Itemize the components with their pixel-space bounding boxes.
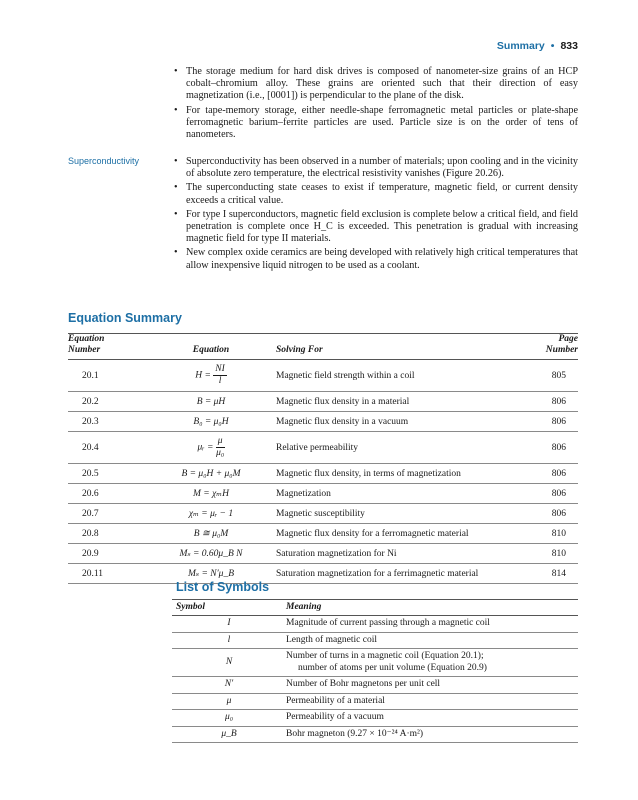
eq-page: 806 — [506, 464, 578, 484]
eq-formula: B = μH — [152, 392, 270, 412]
symbol-cell: l — [172, 632, 286, 649]
symbol-cell: μ_B — [172, 726, 286, 743]
eq-formula: M = χₘH — [152, 484, 270, 504]
meaning-cell: Number of Bohr magnetons per unit cell — [286, 677, 578, 694]
symbol-cell: μ₀ — [172, 710, 286, 727]
col-header-meaning: Meaning — [286, 600, 578, 616]
meaning-cell: Number of turns in a magnetic coil (Equation 20.1); number of atoms per unit volume (Equation 20.9) — [286, 649, 578, 677]
symbol-cell: N — [172, 649, 286, 677]
eq-page: 806 — [506, 392, 578, 412]
col-header-equation: Equation — [152, 334, 270, 360]
eq-solving: Magnetic flux density in a vacuum — [270, 412, 506, 432]
eq-number: 20.11 — [68, 564, 152, 584]
table-row — [172, 726, 578, 743]
eq-number: 20.2 — [68, 392, 152, 412]
symbol-cell: N′ — [172, 677, 286, 694]
eq-solving: Saturation magnetization for Ni — [270, 544, 506, 564]
eq-solving: Magnetic flux density in a material — [270, 392, 506, 412]
eq-page: 805 — [506, 360, 578, 392]
table-row — [68, 360, 578, 392]
eq-page: 810 — [506, 524, 578, 544]
meaning-cell: Permeability of a vacuum — [286, 710, 578, 727]
eq-page: 806 — [506, 412, 578, 432]
eq-solving: Relative permeability — [270, 432, 506, 464]
table-header-row — [172, 600, 578, 616]
eq-formula: χₘ = μᵣ − 1 — [152, 504, 270, 524]
eq-number: 20.4 — [68, 432, 152, 464]
bullet-item: • For tape-memory storage, either needle-shape ferromagnetic metal particles or plate-shape ferromagnetic barium–ferrite particles are used. Particle size is on the order of tens of nanometers. — [172, 105, 578, 142]
eq-formula: H = $\frac{NI}{l}$ — [152, 360, 270, 392]
list-of-symbols-title: List of Symbols — [176, 580, 270, 594]
eq-formula: Mₛ = N′μ_B — [152, 564, 270, 584]
eq-solving: Saturation magnetization for a ferrimagnetic material — [270, 564, 506, 584]
eq-solving: Magnetic susceptibility — [270, 504, 506, 524]
meaning-cell: Length of magnetic coil — [286, 632, 578, 649]
eq-formula: μᵣ = $\frac{\mu}{\text{μ₀}}$ — [152, 432, 270, 464]
header-separator: • — [550, 40, 555, 52]
eq-number: 20.5 — [68, 464, 152, 484]
bullet-item: • The storage medium for hard disk drives is composed of nanometer-size grains of an HCP cobalt–chromium alloy. These grains are oriented such that their direction of easy magnetization (i.e., [0001]) is perpendicular to the plane of the disk. — [172, 66, 578, 103]
table-row — [68, 432, 578, 464]
table-row — [172, 649, 578, 677]
meaning-cell: Permeability of a material — [286, 693, 578, 710]
col-header-page: Page Number — [506, 334, 578, 360]
symbol-cell: μ — [172, 693, 286, 710]
eq-number: 20.9 — [68, 544, 152, 564]
eq-number: 20.6 — [68, 484, 152, 504]
eq-page: 806 — [506, 432, 578, 464]
superconductivity-bullets — [172, 156, 578, 274]
symbol-cell: I — [172, 616, 286, 633]
eq-solving: Magnetization — [270, 484, 506, 504]
bullet-item: • Superconductivity has been observed in a number of materials; upon cooling and in the vicinity of absolute zero temperature, the electrical resistivity vanishes (Figure 20.26). — [172, 156, 578, 180]
table-header-row — [68, 334, 578, 360]
superconductivity-side-heading: Superconductivity — [68, 156, 140, 166]
bullet-item: • New complex oxide ceramics are being developed with relatively high critical temperatures that allow inexpensive liquid nitrogen to be used as a coolant. — [172, 247, 578, 271]
eq-solving: Magnetic field strength within a coil — [270, 360, 506, 392]
magnetic-storage-bullets — [172, 66, 578, 143]
table-row — [172, 693, 578, 710]
eq-page: 814 — [506, 564, 578, 584]
table-row — [68, 484, 578, 504]
eq-formula: B₀ = μ₀H — [152, 412, 270, 432]
running-header — [497, 40, 578, 52]
eq-number: 20.1 — [68, 360, 152, 392]
col-header-number: Equation Number — [68, 334, 152, 360]
table-row — [68, 464, 578, 484]
equation-summary-table — [68, 333, 578, 584]
meaning-cell: Bohr magneton (9.27 × 10⁻²⁴ A·m²) — [286, 726, 578, 743]
table-row — [172, 677, 578, 694]
table-row — [68, 504, 578, 524]
eq-solving: Magnetic flux density for a ferromagnetic material — [270, 524, 506, 544]
table-row — [68, 564, 578, 584]
table-row — [172, 616, 578, 633]
page-number: 833 — [560, 40, 578, 52]
eq-number: 20.3 — [68, 412, 152, 432]
equation-summary-title: Equation Summary — [68, 311, 182, 325]
meaning-cell: Magnitude of current passing through a magnetic coil — [286, 616, 578, 633]
eq-number: 20.7 — [68, 504, 152, 524]
col-header-symbol: Symbol — [172, 600, 286, 616]
eq-page: 806 — [506, 504, 578, 524]
eq-formula: B = μ₀H + μ₀M — [152, 464, 270, 484]
eq-number: 20.8 — [68, 524, 152, 544]
eq-solving: Magnetic flux density, in terms of magnetization — [270, 464, 506, 484]
table-row — [68, 412, 578, 432]
bullet-item: • The superconducting state ceases to exist if temperature, magnetic field, or current density exceeds a critical value. — [172, 182, 578, 206]
table-row — [172, 710, 578, 727]
eq-formula: B ≅ μ₀M — [152, 524, 270, 544]
eq-page: 810 — [506, 544, 578, 564]
bullet-item: • For type I superconductors, magnetic field exclusion is complete below a critical field, and field penetration is complete once H_C is exceeded. This penetration is gradual with increasing magnetic field for type II materials. — [172, 209, 578, 246]
list-of-symbols-table — [172, 599, 578, 743]
table-row — [68, 544, 578, 564]
header-section: Summary — [496, 40, 545, 52]
eq-formula: Mₛ = 0.60μ_B N — [152, 544, 270, 564]
eq-page: 806 — [506, 484, 578, 504]
table-row — [68, 524, 578, 544]
col-header-solving: Solving For — [270, 334, 506, 360]
table-row — [68, 392, 578, 412]
table-row — [172, 632, 578, 649]
